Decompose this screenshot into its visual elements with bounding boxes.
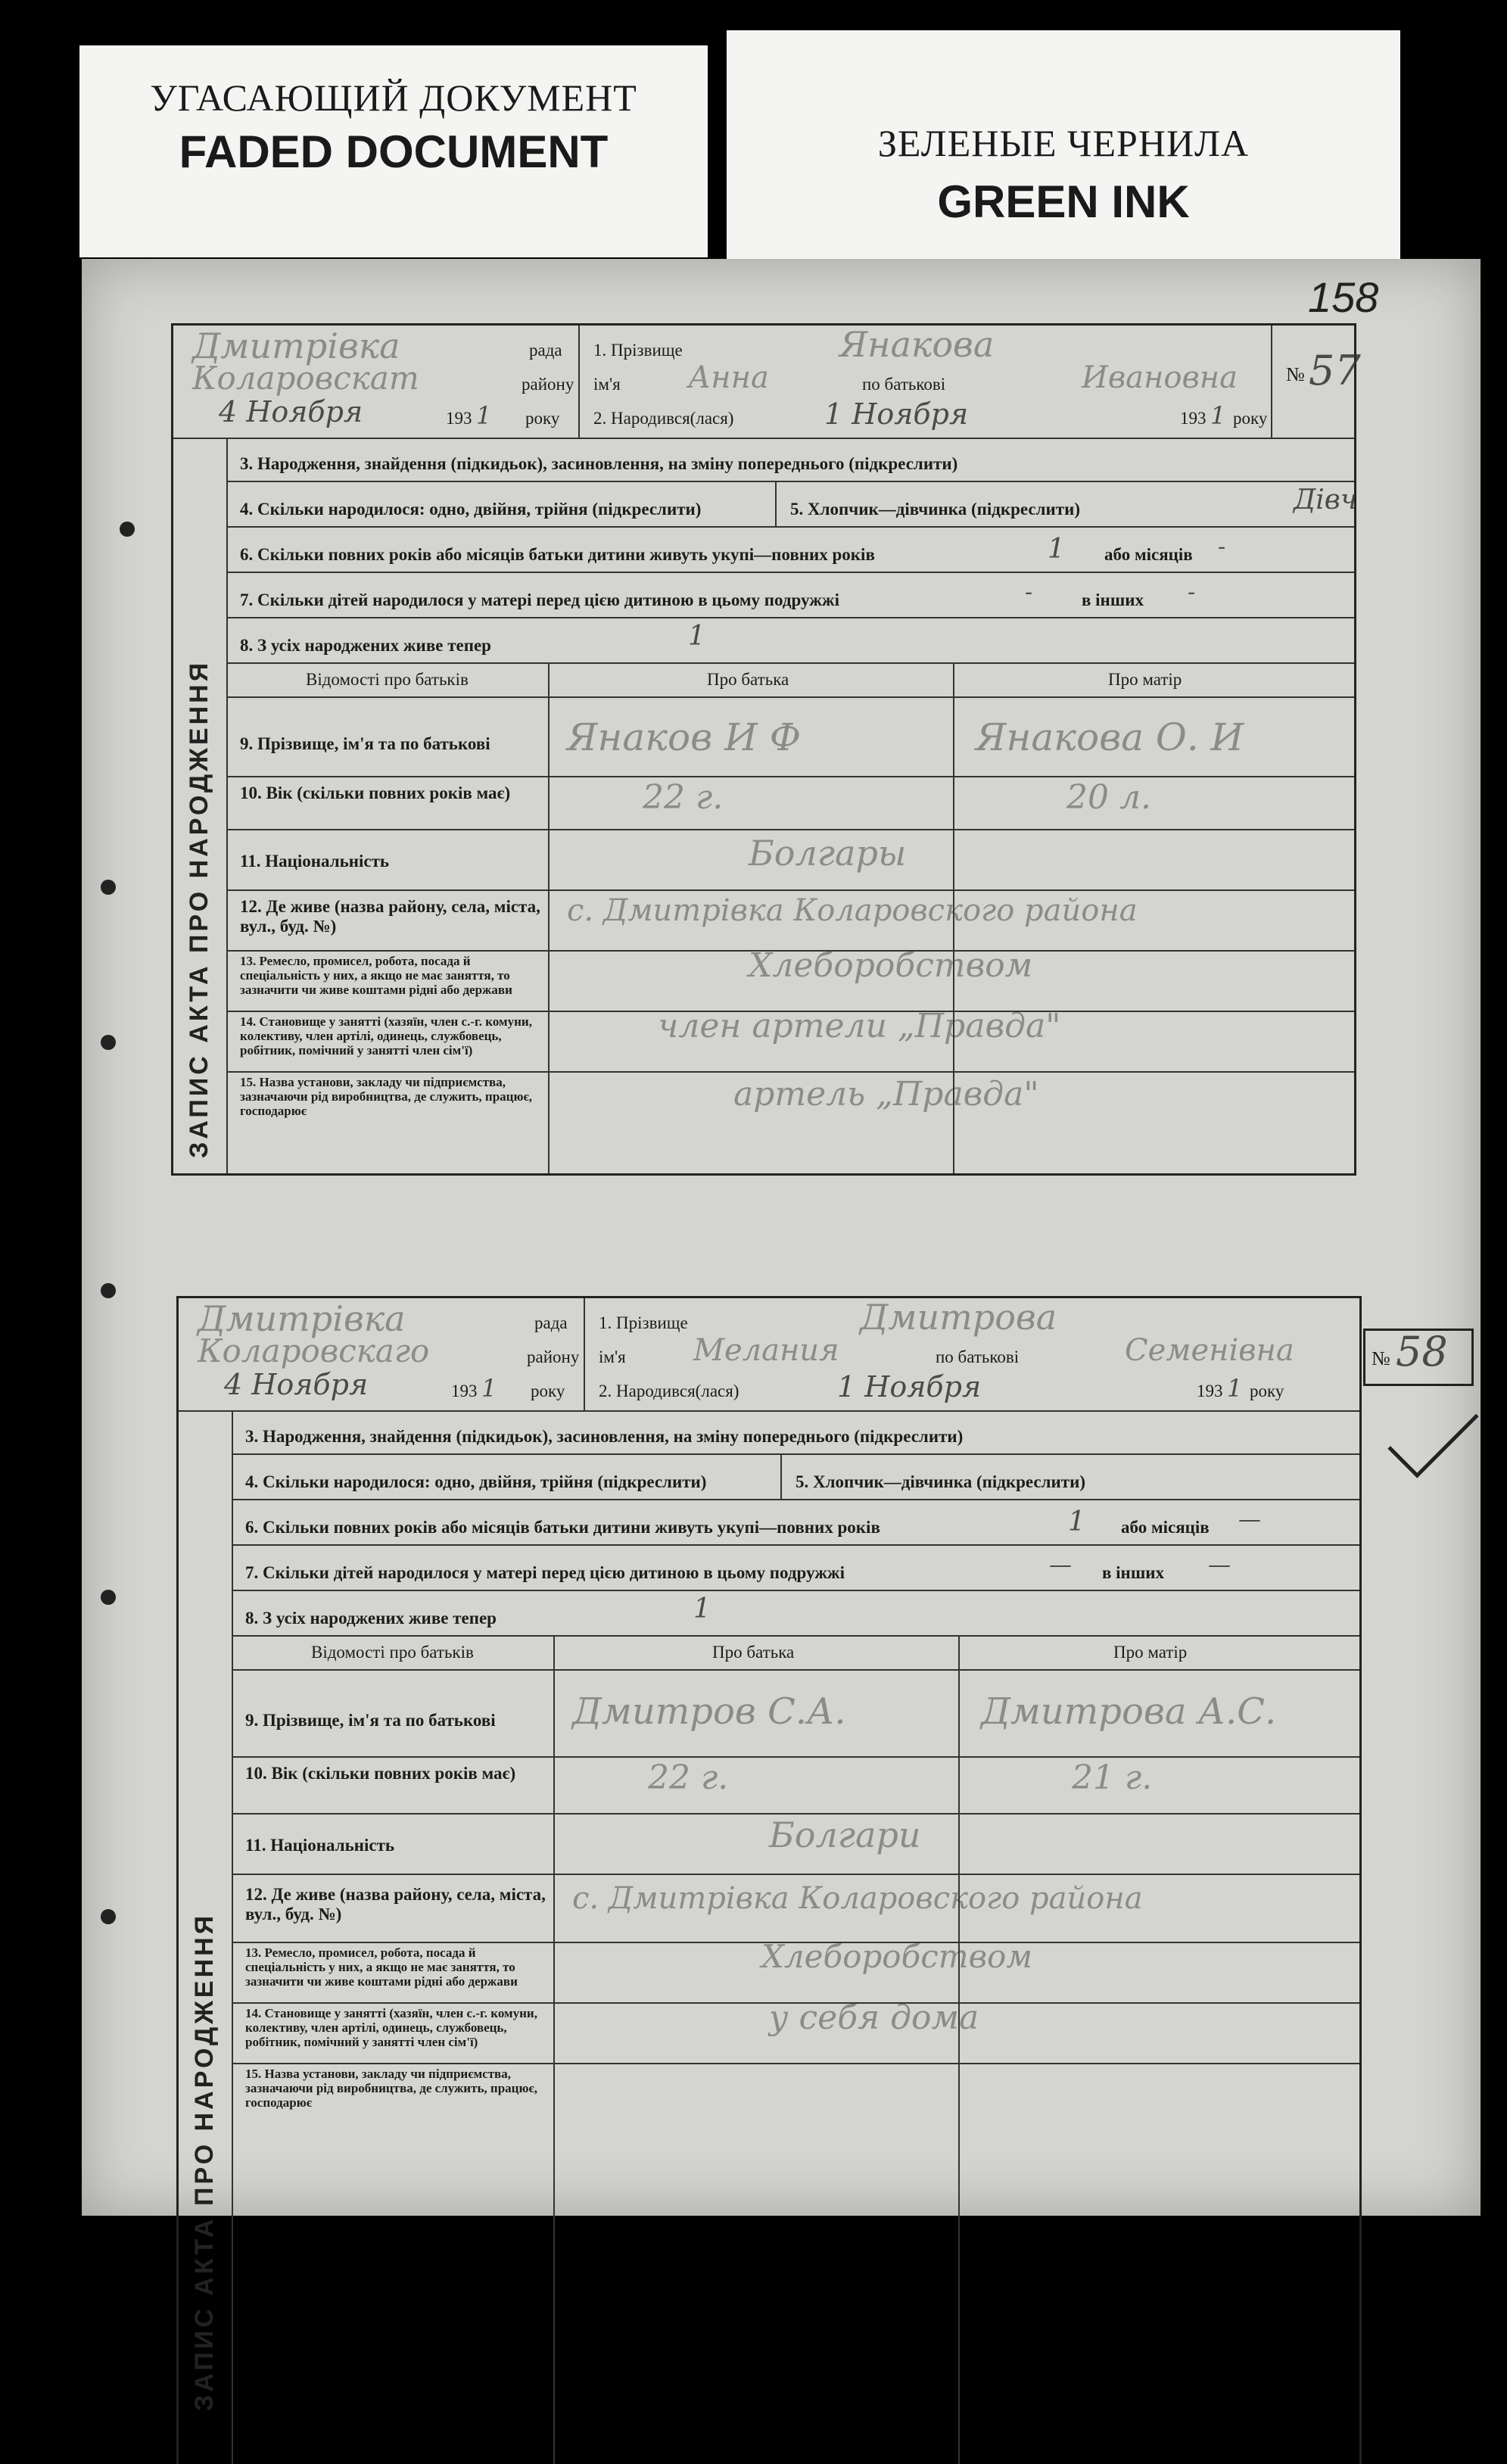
punch-hole xyxy=(101,1590,116,1605)
q4: 4. Скільки народилося: одно, двійня, трійня (підкреслити) xyxy=(245,1472,707,1491)
hw-year-digit: 1 xyxy=(481,1374,497,1403)
col-header-info: Відомості про батьків xyxy=(306,670,469,689)
col-header-info: Відомості про батьків xyxy=(311,1643,474,1662)
hw-father-name: Дмитров С.А. xyxy=(572,1690,846,1733)
q7: 7. Скільки дітей народилося у матері перед цією дитиною в цьому подружжі xyxy=(245,1563,845,1582)
hw-date: 4 Ноября xyxy=(219,395,363,428)
hw-patronymic: Ивановна xyxy=(1082,360,1238,395)
q14: 14. Становище у занятті (хазяїн, член с.-г. комуни, колективу, член артілі, одинець, службовець, робітник, помічний у занятті член сім'ї) xyxy=(245,2006,537,2049)
col-header-father: Про батька xyxy=(712,1643,795,1662)
faded-label-en: FADED DOCUMENT xyxy=(179,126,609,177)
q11: 11. Національність xyxy=(245,1836,395,1855)
hw-rada: Дмитрівка xyxy=(192,326,400,366)
side-title: ЗАПИС АКТА ПРО НАРОДЖЕННЯ xyxy=(190,1912,219,2411)
q15: 15. Назва установи, закладу чи підприємства, зазначаючи рід виробництва, де служить, працює, господарює xyxy=(240,1075,533,1118)
rada-label: рада xyxy=(529,341,562,360)
q6-months: або місяців xyxy=(1104,545,1193,564)
q4: 4. Скільки народилося: одно, двійня, трійня (підкреслити) xyxy=(240,500,702,519)
record-number: 57 xyxy=(1309,347,1361,394)
q5: 5. Хлопчик—дівчинка (підкреслити) xyxy=(796,1472,1085,1491)
q7-other: в інших xyxy=(1102,1563,1164,1582)
rok-label: року xyxy=(531,1382,565,1400)
q6: 6. Скільки повних років або місяців батьки дитини живуть укупі—повних років xyxy=(240,545,875,564)
hw-occupation: Хлеборобством xyxy=(749,946,1033,985)
side-title: ЗАПИС АКТА ПРО НАРОДЖЕННЯ xyxy=(185,659,213,1158)
q7: 7. Скільки дітей народилося у матері перед цією дитиною в цьому подружжі xyxy=(240,590,839,609)
q3: 3. Народження, знайдення (підкидьок), засиновлення, на зміну попереднього (підкреслити) xyxy=(245,1427,964,1446)
hw-raion: Коларовскат xyxy=(192,360,419,397)
q11: 11. Національність xyxy=(240,852,390,871)
q2-label: 2. Народився(лася) xyxy=(599,1382,739,1400)
hw-q6-months: — xyxy=(1238,1506,1261,1533)
col-header-mother: Про матір xyxy=(1113,1643,1188,1662)
hw-father-name: Янаков И Ф xyxy=(567,715,802,759)
q8: 8. З усіх народжених живе тепер xyxy=(245,1609,497,1628)
q14: 14. Становище у занятті (хазяїн, член с.-г. комуни, колективу, член артілі, одинець, службовець, робітник, помічний у занятті член сім'ї) xyxy=(240,1014,532,1058)
faded-label-ru: УГАСАЮЩИЙ ДОКУМЕНТ xyxy=(150,76,637,119)
hw-q8: 1 xyxy=(688,621,705,652)
q10: 10. Вік (скільки повних років має) xyxy=(245,1764,516,1783)
record-no-label: № xyxy=(1286,363,1305,385)
punch-hole xyxy=(101,1035,116,1050)
record-no-label: № xyxy=(1372,1347,1390,1369)
q6-months: або місяців xyxy=(1121,1518,1210,1537)
hw-address: с. Дмитрівка Коларовского района xyxy=(567,893,1138,928)
q12: 12. Де живе (назва району, села, міста, вул., буд. №) xyxy=(240,897,540,936)
hw-name: Анна xyxy=(688,360,769,395)
hw-mother-name: Дмитрова А.С. xyxy=(981,1690,1277,1733)
q8: 8. З усіх народжених живе тепер xyxy=(240,636,491,655)
hw-born-year-digit: 1 xyxy=(1210,401,1226,430)
hw-occupation: Хлеборобством xyxy=(761,1938,1033,1975)
hw-rada: Дмитрівка xyxy=(198,1298,406,1339)
imya-label: ім'я xyxy=(593,375,621,394)
hw-q7: — xyxy=(1049,1552,1072,1578)
hw-q7-other: - xyxy=(1188,579,1196,606)
hw-mother-age: 20 л. xyxy=(1066,778,1151,817)
hw-date: 4 Ноября xyxy=(224,1368,369,1401)
col-header-father: Про батька xyxy=(707,670,789,689)
record-number-box xyxy=(1363,1329,1474,1386)
hw-surname: Дмитрова xyxy=(860,1297,1057,1338)
q5: 5. Хлопчик—дівчинка (підкреслити) xyxy=(790,500,1080,519)
hw-address: с. Дмитрівка Коларовского района xyxy=(572,1881,1143,1916)
hw-born: 1 Ноября xyxy=(824,397,969,431)
birth-record-58 xyxy=(176,1296,1448,2464)
col-header-mother: Про матір xyxy=(1108,670,1182,689)
raion-label: району xyxy=(527,1347,580,1366)
birth-record-57 xyxy=(171,323,1361,1176)
q6: 6. Скільки повних років або місяців батьки дитини живуть укупі—повних років xyxy=(245,1518,880,1537)
q1-label: 1. Прізвище xyxy=(593,341,683,360)
hw-born-year-digit: 1 xyxy=(1227,1374,1243,1403)
hw-nationality: Болгары xyxy=(749,833,907,874)
q13: 13. Ремесло, промисел, робота, посада й спеціальність у них, а якщо не має заняття, то зазначити чи живе коштами рідні або держави xyxy=(245,1945,518,1989)
green-ink-label xyxy=(727,30,1400,273)
hw-q7-other: — xyxy=(1208,1552,1231,1578)
hw-mother-name: Янакова О. И xyxy=(976,715,1244,759)
po-batkovi-label: по батькові xyxy=(862,375,946,394)
punch-hole xyxy=(101,1909,116,1924)
q9: 9. Прізвище, ім'я та по батькові xyxy=(245,1711,496,1730)
year-prefix: 193 xyxy=(446,409,472,428)
hw-surname: Янакова xyxy=(839,324,995,365)
green-label-en: GREEN INK xyxy=(937,176,1190,227)
hw-name: Мелания xyxy=(693,1333,839,1368)
punch-hole xyxy=(101,880,116,895)
hw-position: у себя дома xyxy=(769,1998,979,2037)
hw-q6-years: 1 xyxy=(1068,1506,1085,1537)
raion-label: району xyxy=(522,375,574,394)
rok-label: року xyxy=(525,409,560,428)
folio-number: 158 xyxy=(1308,273,1379,321)
hw-father-age: 22 г. xyxy=(643,778,724,817)
hw-q6-years: 1 xyxy=(1048,534,1065,565)
born-year-prefix: 193 xyxy=(1197,1382,1223,1400)
q7-other: в інших xyxy=(1082,590,1144,609)
punch-hole xyxy=(101,1283,116,1298)
q9: 9. Прізвище, ім'я та по батькові xyxy=(240,734,490,753)
q15: 15. Назва установи, закладу чи підприємства, зазначаючи рід виробництва, де служить, працює, господарює xyxy=(245,2067,538,2110)
born-rok-label: року xyxy=(1250,1382,1284,1400)
rada-label: рада xyxy=(534,1313,568,1332)
hw-q6-months: - xyxy=(1218,534,1226,560)
q1-label: 1. Прізвище xyxy=(599,1313,688,1332)
q2-label: 2. Народився(лася) xyxy=(593,409,734,428)
year-prefix: 193 xyxy=(451,1382,478,1400)
document-page xyxy=(82,259,1481,2411)
q13: 13. Ремесло, промисел, робота, посада й спеціальність у них, а якщо не має заняття, то зазначити чи живе коштами рідні або держави xyxy=(240,954,512,997)
hw-father-age: 22 г. xyxy=(648,1758,729,1797)
punch-hole xyxy=(120,522,135,537)
hw-position: член артели „Правда" xyxy=(658,1007,1061,1045)
hw-born: 1 Ноября xyxy=(837,1370,982,1403)
born-rok-label: року xyxy=(1233,409,1268,428)
q3: 3. Народження, знайдення (підкидьок), засиновлення, на зміну попереднього (підкреслити) xyxy=(240,454,958,473)
hw-q7: - xyxy=(1025,579,1033,606)
born-year-prefix: 193 xyxy=(1180,409,1207,428)
hw-sex: Дівч xyxy=(1294,484,1358,516)
record-number: 58 xyxy=(1396,1328,1448,1375)
green-label-ru: ЗЕЛЕНЫЕ ЧЕРНИЛА xyxy=(877,122,1250,164)
faded-document-label xyxy=(79,45,708,257)
hw-patronymic: Семенівна xyxy=(1125,1333,1294,1368)
hw-nationality: Болгари xyxy=(769,1815,921,1855)
hw-mother-age: 21 г. xyxy=(1072,1758,1153,1797)
q12: 12. Де живе (назва району, села, міста, вул., буд. №) xyxy=(245,1885,546,1924)
imya-label: ім'я xyxy=(599,1347,626,1366)
hw-q8: 1 xyxy=(693,1593,711,1624)
hw-raion: Коларовскаго xyxy=(198,1332,430,1369)
checkmark xyxy=(1387,1387,1478,1478)
hw-institution: артель „Правда" xyxy=(733,1075,1039,1114)
po-batkovi-label: по батькові xyxy=(936,1347,1020,1366)
q10: 10. Вік (скільки повних років має) xyxy=(240,783,511,802)
hw-year-digit: 1 xyxy=(476,401,492,430)
